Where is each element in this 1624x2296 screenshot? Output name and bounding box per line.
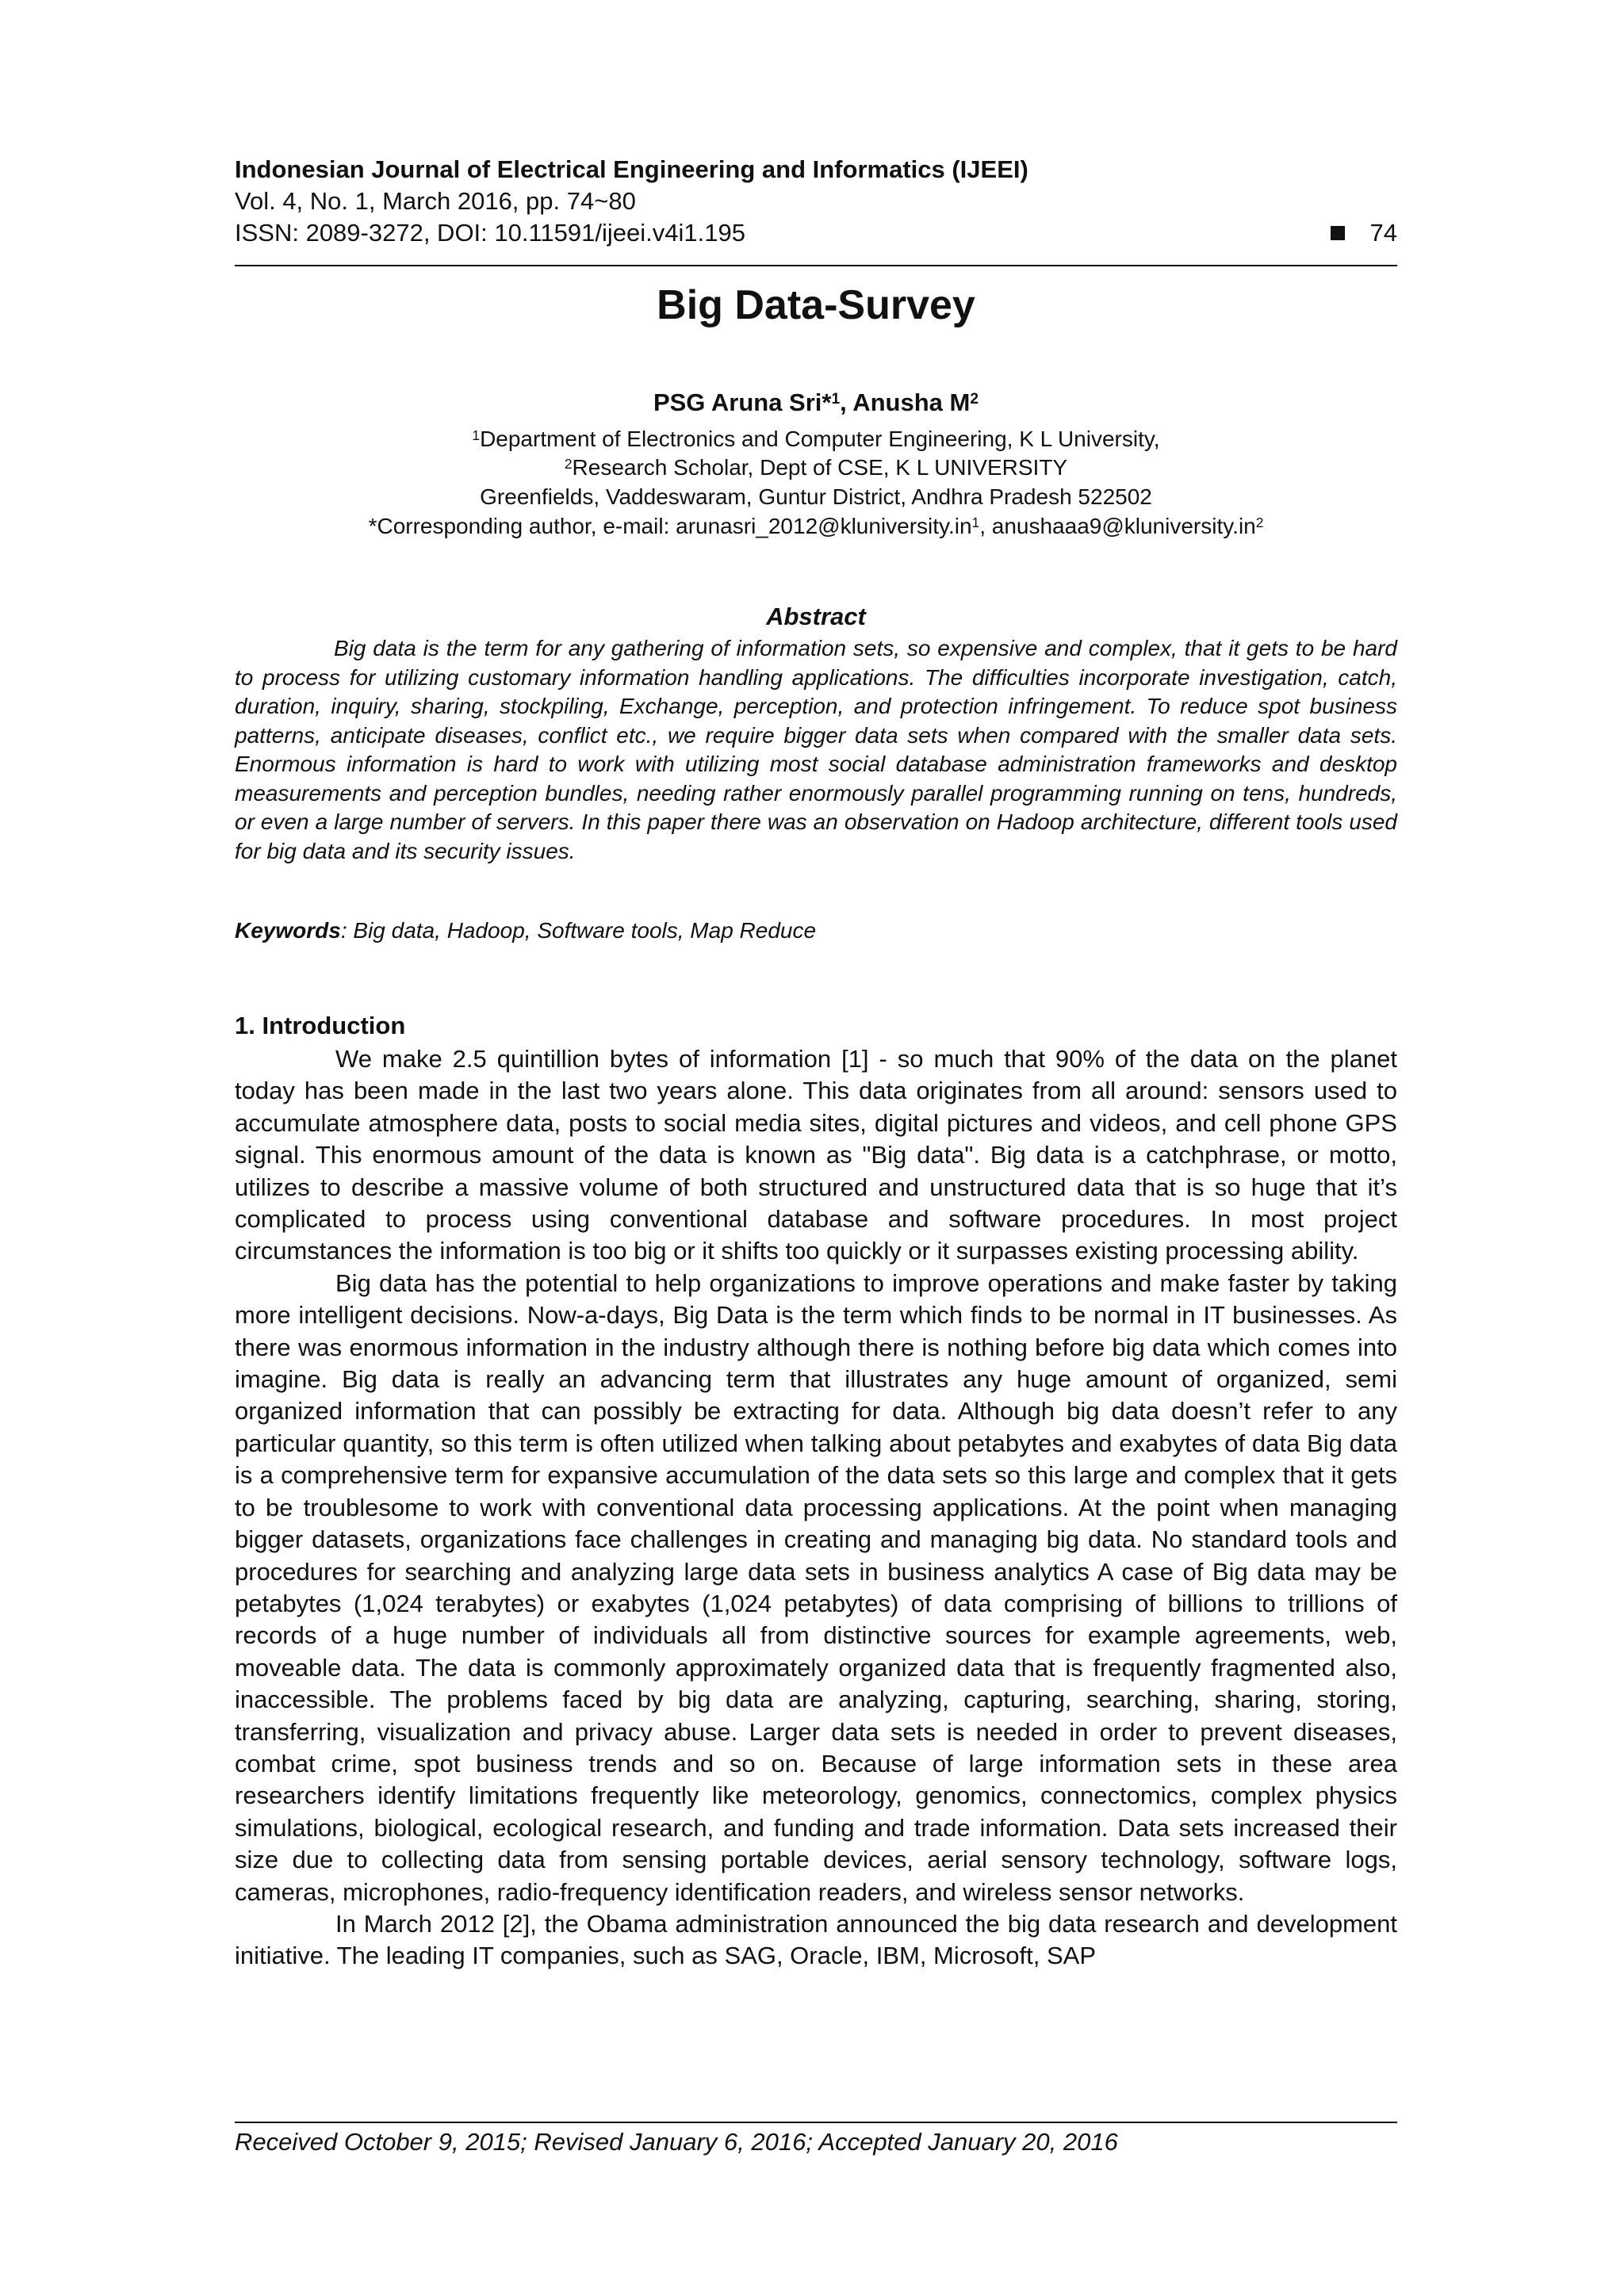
journal-issn-doi: ISSN: 2089-3272, DOI: 10.11591/ijeei.v4i1.195 bbox=[235, 219, 745, 247]
author-1-sup: 1 bbox=[831, 391, 841, 408]
affiliation-2-sup: 2 bbox=[564, 456, 573, 473]
journal-name: Indonesian Journal of Electrical Engineering and Informatics (IJEEI) bbox=[235, 155, 1028, 183]
abstract-body: Big data is the term for any gathering of information sets, so expensive and complex, that it gets to be hard to process for utilizing customary information handling applications. The difficulties incorporate investigation, catch, duration, inquiry, sharing, stockpiling, Exchange, perception, and protection infringement. To reduce spot business patterns, anticipate diseases, conflict etc., we require bigger data sets when compared with the smaller data sets. Enormous information is hard to work with utilizing most social database administration frameworks and desktop measurements and perception bundles, needing rather enormously parallel programming running on tens, hundreds, or even a large number of servers. In this paper there was an observation on Hadoop architecture, different tools used for big data and its security issues. bbox=[235, 636, 1397, 863]
abstract-heading: Abstract bbox=[766, 603, 866, 630]
email-1-sup: 1 bbox=[971, 515, 980, 531]
author-separator: , bbox=[840, 388, 853, 416]
paper-title: Big Data-Survey bbox=[657, 282, 975, 328]
email-1[interactable]: arunasri_2012@kluniversity.in bbox=[676, 514, 972, 538]
affiliation-1 bbox=[235, 427, 1397, 452]
email-2-sup: 2 bbox=[1255, 515, 1264, 531]
email-separator: , bbox=[979, 514, 992, 538]
square-bullet-icon bbox=[1331, 226, 1345, 240]
journal-volume: Vol. 4, No. 1, March 2016, pp. 74~80 bbox=[235, 187, 636, 215]
introduction-body bbox=[235, 1043, 1397, 1973]
corresponding-author bbox=[235, 514, 1397, 539]
footer-divider bbox=[235, 2122, 1397, 2123]
author-1: PSG Aruna Sri* bbox=[653, 388, 832, 416]
keywords-text: : Big data, Hadoop, Software tools, Map Reduce bbox=[340, 918, 817, 943]
affiliation-2-text: Research Scholar, Dept of CSE, K L UNIVERSITY bbox=[572, 455, 1068, 480]
intro-paragraph-2: Big data has the potential to help organizations to improve operations and make faster by taking more intelligent decisions. Now-a-days, Big Data is the term which finds to be normal in IT businesses. As there was enormous information in the industry although there is nothing before big data which comes into imagine. Big data is really an advancing term that illustrates any huge amount of organized, semi organized information that can possibly be extracting for data. Although big data doesn’t refer to any particular quantity, so this term is often utilized when talking about petabytes and exabytes of data Big data is a comprehensive term for expansive accumulation of the data sets so this large and complex that it gets to be troublesome to work with conventional data processing applications. At the point when managing bigger datasets, organizations face challenges in creating and managing big data. No standard tools and procedures for searching and analyzing large data sets in business analytics A case of Big data may be petabytes (1,024 terabytes) or exabytes (1,024 petabytes) of data comprising of billions to trillions of records of a huge number of individuals all from distinctive sources for example agreements, web, moveable data. The data is commonly approximately organized data that is frequently fragmented also, inaccessible. The problems faced by big data are analyzing, capturing, searching, sharing, storing, transferring, visualization and privacy abuse. Larger data sets is needed in order to prevent diseases, combat crime, spot business trends and so on. Because of large information sets in these area researchers identify limitations frequently like meteorology, genomics, connectomics, complex physics simulations, biological, ecological research, and funding and trade information. Data sets increased their size due to collecting data from sensing portable devices, aerial sensory technology, software logs, cameras, microphones, radio-frequency identification readers, and wireless sensor networks. bbox=[235, 1269, 1397, 1906]
keywords bbox=[235, 918, 816, 943]
header-divider bbox=[235, 265, 1397, 266]
corresponding-prefix: *Corresponding author, e-mail: bbox=[368, 514, 676, 538]
page-number: 74 bbox=[1369, 219, 1397, 247]
affiliation-address: Greenfields, Vaddeswaram, Guntur District, Andhra Pradesh 522502 bbox=[480, 484, 1152, 509]
email-2[interactable]: anushaaa9@kluniversity.in bbox=[991, 514, 1256, 538]
author-2-sup: 2 bbox=[970, 391, 979, 408]
intro-paragraph-3: In March 2012 [2], the Obama administration announced the big data research and development initiative. The leading IT companies, such as SAG, Oracle, IBM, Microsoft, SAP bbox=[235, 1909, 1397, 1970]
received-dates: Received October 9, 2015; Revised January 6, 2016; Accepted January 20, 2016 bbox=[235, 2128, 1118, 2156]
affiliation-2 bbox=[235, 455, 1397, 480]
affiliation-1-sup: 1 bbox=[472, 427, 481, 444]
keywords-label: Keywords bbox=[235, 918, 341, 943]
affiliation-1-text: Department of Electronics and Computer Engineering, K L University, bbox=[480, 427, 1160, 451]
section-heading-introduction: 1. Introduction bbox=[235, 1012, 406, 1039]
author-line bbox=[235, 388, 1397, 417]
intro-paragraph-1: We make 2.5 quintillion bytes of information [1] - so much that 90% of the data on the planet today has been made in the last two years alone. This data originates from all around: sensors used to accumulate atmosphere data, posts to social media sites, digital pictures and videos, and cell phone GPS signal. This enormous amount of the data is known as "Big data". Big data is a catchphrase, or motto, utilizes to describe a massive volume of both structured and unstructured data that is so huge that it’s complicated to process using conventional database and software procedures. In most project circumstances the information is too big or it shifts too quickly or it surpasses existing processing ability. bbox=[235, 1045, 1397, 1265]
author-2: Anusha M bbox=[852, 388, 971, 416]
page-marker bbox=[1331, 219, 1397, 247]
